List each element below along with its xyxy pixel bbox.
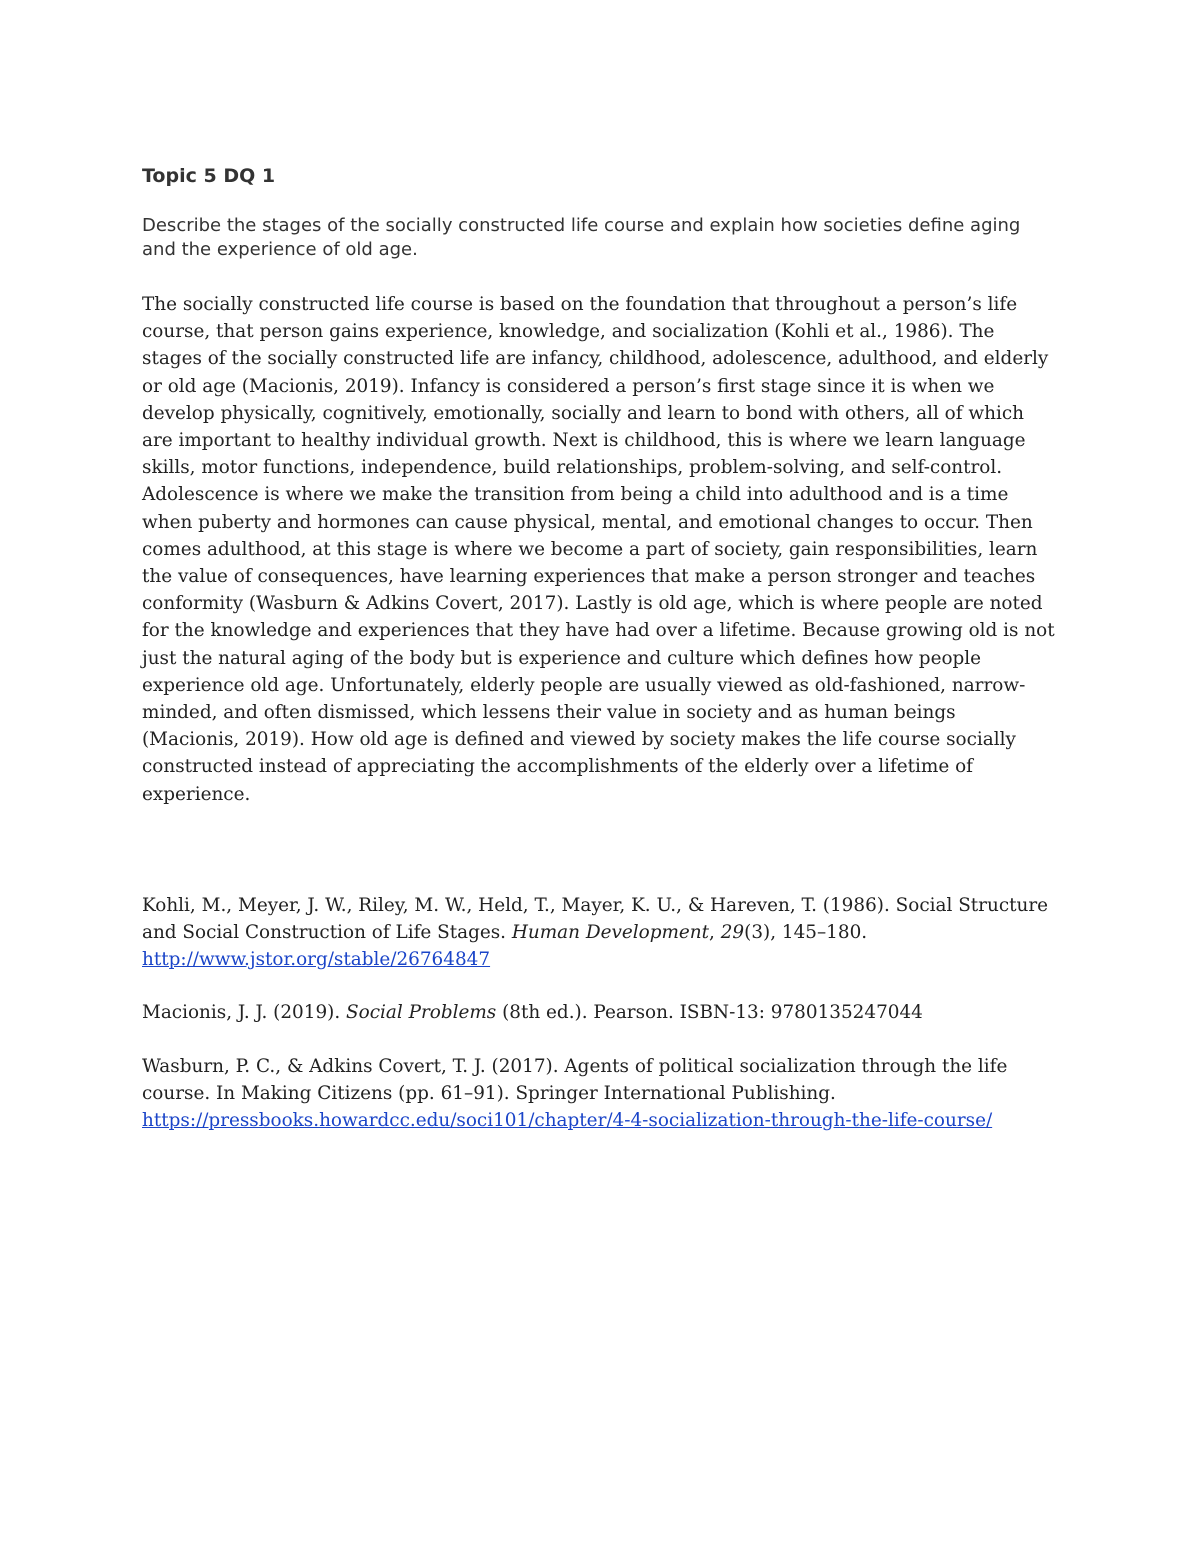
- reference-book-title: Social Problems: [346, 1002, 497, 1024]
- reference-macionis: [142, 999, 1057, 1026]
- reference-link[interactable]: https://pressbooks.howardcc.edu/soci101/chapter/4-4-socialization-through-the-life-course/: [142, 1110, 993, 1132]
- reference-journal: Human Development: [511, 922, 710, 944]
- reference-text: Wasburn, P. C., & Adkins Covert, T. J. (2017). Agents of political socialization through the life course. In Making Citizens (pp. 61–91). Springer International Publishing.: [142, 1055, 1008, 1104]
- reference-text: (3), 145–180.: [744, 922, 868, 944]
- reference-text: Kohli, M., Meyer, J. W., Riley, M. W., Held, T., Mayer, K. U., & Hareven, T. (1986). Social Structure and Social Construction of Life Stages.: [142, 894, 1049, 944]
- reference-text: (8th ed.). Pearson. ISBN-13: 9780135247044: [496, 1002, 923, 1024]
- response-paragraph: The socially constructed life course is based on the foundation that throughout a person’s life course, that person gains experience, knowledge, and socialization (Kohli et al., 1986). The stages of the socially constructed life are infancy, childhood, adolescence, adulthood, and elderly or old age (Macionis, 2019). Infancy is considered a person’s first stage since it is when we develop physically, cognitively, emotionally, socially and learn to bond with others, all of which are important to healthy individual growth. Next is childhood, this is where we learn language skills, motor functions, independence, build relationships, problem-solving, and self-control. Adolescence is where we make the transition from being a child into adulthood and is a time when puberty and hormones can cause physical, mental, and emotional changes to occur. Then comes adulthood, at this stage is where we become a part of society, gain responsibilities, learn the value of consequences, have learning experiences that make a person stronger and teaches conformity (Wasburn & Adkins Covert, 2017). Lastly is old age, which is where people are noted for the knowledge and experiences that they have had over a lifetime. Because growing old is not just the natural aging of the body but is experience and culture which defines how people experience old age. Unfortunately, elderly people are usually viewed as old-fashioned, narrow-minded, and often dismissed, which lessens their value in society and as human beings (Macionis, 2019). How old age is defined and viewed by society makes the life course socially constructed instead of appreciating the accomplishments of the elderly over a lifetime of experience.: [142, 294, 1055, 805]
- reference-link[interactable]: http://www.jstor.org/stable/26764847: [142, 949, 491, 971]
- reference-volume: 29: [720, 922, 745, 944]
- document-title: Topic 5 DQ 1: [142, 165, 276, 187]
- reference-text: Macionis, J. J. (2019).: [142, 1002, 347, 1024]
- reference-kohli: [142, 892, 1057, 974]
- discussion-prompt: Describe the stages of the socially constructed life course and explain how societies define aging and the experience of old age.: [142, 215, 1021, 260]
- document-page: [142, 160, 1062, 1160]
- references-list: [142, 892, 1062, 1134]
- reference-wasburn: [142, 1053, 1057, 1135]
- reference-text: ,: [709, 922, 721, 944]
